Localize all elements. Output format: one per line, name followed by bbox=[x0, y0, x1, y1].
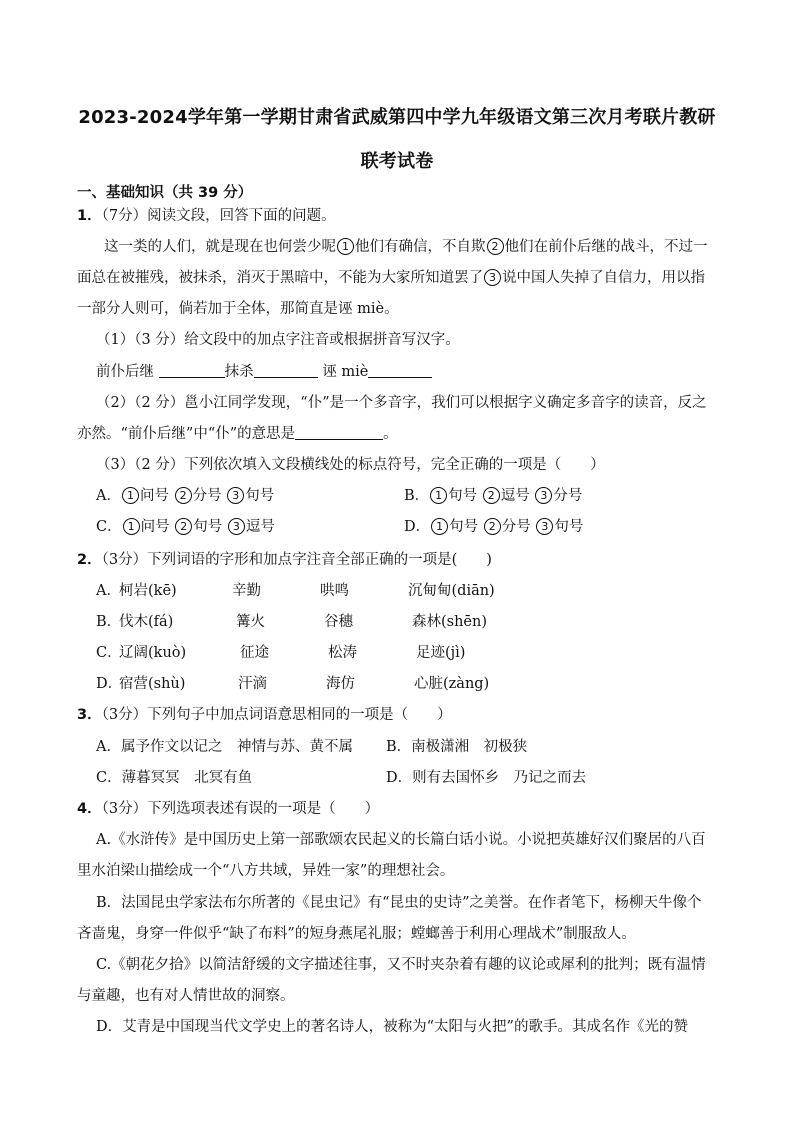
option-word: 宿营(shù) bbox=[119, 676, 186, 692]
circled-number: 3 bbox=[227, 487, 244, 504]
option-word: 征途 bbox=[240, 645, 269, 661]
passage-line-2 bbox=[77, 268, 705, 288]
option-C-line1[interactable]: C.《朝花夕拾》以简洁舒缓的文字描述往事，又不时夹杂着有趣的议论或犀利的批判；既有温情 bbox=[96, 957, 706, 973]
passage-text: 这一类的人们，就是现在也何尝少呢 bbox=[104, 239, 336, 255]
circled-number: 2 bbox=[175, 518, 192, 535]
option-A-line1[interactable]: A.《水浒传》是中国历史上第一部歌颂农民起义的长篇白话小说。小说把英雄好汉们聚居的八百 bbox=[96, 832, 706, 848]
circled-number: 1 bbox=[430, 487, 447, 504]
question-1-stem bbox=[77, 206, 336, 226]
circled-number: 3 bbox=[484, 269, 501, 286]
passage-text: 说中国人失掉了自信力，用以指 bbox=[502, 270, 705, 286]
option-word: 辽阔(kuò) bbox=[119, 645, 187, 661]
option-label[interactable]: D． bbox=[96, 676, 123, 692]
option-word: 谷穗 bbox=[324, 614, 353, 630]
circled-number: 1 bbox=[122, 487, 139, 504]
option-text: 问号 bbox=[139, 488, 169, 504]
question-text: （7分）阅读文段，回答下面的问题。 bbox=[101, 208, 336, 224]
question-number: 2． bbox=[77, 552, 102, 568]
option-A[interactable] bbox=[96, 486, 274, 506]
option-text: 分号 bbox=[553, 488, 583, 504]
subquestion-2-line2 bbox=[77, 424, 398, 444]
option-B-line2: 吝啬鬼，身穿一件似乎“缺了布料”的短身燕尾礼服；螳螂善于利用心理战术”制服敌人。 bbox=[77, 926, 636, 942]
option-D[interactable]: D．则有去国怀乡 乃记之而去 bbox=[386, 770, 587, 786]
circled-number: 1 bbox=[123, 518, 140, 535]
option-word: 足迹(jì) bbox=[416, 645, 466, 661]
circled-number: 2 bbox=[175, 487, 192, 504]
option-text: 句号 bbox=[449, 519, 479, 535]
option-text: 问号 bbox=[140, 519, 170, 535]
question-3-stem bbox=[77, 705, 452, 725]
passage-text: 他们在前仆后继的战斗，不过一 bbox=[504, 239, 708, 255]
option-C[interactable] bbox=[96, 517, 275, 537]
option-word: 伐木(fá) bbox=[119, 614, 174, 630]
option-text: 分号 bbox=[192, 488, 222, 504]
option-text: 逗号 bbox=[245, 519, 275, 535]
question-number: 3． bbox=[77, 707, 102, 723]
option-text: 逗号 bbox=[500, 488, 530, 504]
circled-number: 2 bbox=[487, 238, 504, 255]
subquestion-1-blanks bbox=[96, 362, 432, 382]
option-A[interactable]: A．属予作文以记之 神情与苏、黄不属 bbox=[96, 739, 353, 755]
option-B[interactable]: B．南极潇湘 初极狭 bbox=[386, 739, 528, 755]
option-label: D． bbox=[404, 519, 431, 535]
answer-blank[interactable] bbox=[159, 363, 225, 378]
option-text: 句号 bbox=[193, 519, 223, 535]
passage-line-3: 一部分人则可，倘若加于全体，那简直是诬 miè。 bbox=[77, 301, 399, 317]
answer-blank[interactable] bbox=[254, 363, 318, 378]
option-text: 句号 bbox=[245, 488, 275, 504]
answer-blank[interactable] bbox=[368, 363, 432, 378]
option-B[interactable] bbox=[404, 486, 582, 506]
circled-number: 1 bbox=[337, 238, 354, 255]
section-heading: 一、基础知识（共 39 分） bbox=[77, 185, 253, 201]
option-C[interactable]: C．薄暮冥冥 北冥有鱼 bbox=[96, 770, 253, 786]
punctuation: 。 bbox=[383, 426, 398, 442]
passage-text: 面总在被摧残，被抹杀，消灭于黑暗中，不能为大家所知道罢了 bbox=[77, 270, 483, 286]
option-label: A． bbox=[96, 488, 121, 504]
option-text: 句号 bbox=[554, 519, 584, 535]
passage-line-1 bbox=[104, 237, 708, 257]
option-A-line2: 里水泊梁山描绘成一个“八方共域，异姓一家”的理想社会。 bbox=[77, 863, 455, 879]
word: 诬 miè bbox=[322, 364, 369, 380]
question-number: 1． bbox=[77, 208, 102, 224]
question-text: （3分）下列句子中加点词语意思相同的一项是（ ） bbox=[101, 707, 452, 723]
option-word: 辛勤 bbox=[232, 583, 261, 599]
circled-number: 1 bbox=[431, 518, 448, 535]
subquestion-2-line1: （2）（2 分）邕小江同学发现，“仆”是一个多音字，我们可以根据字义确定多音字的读音，反之 bbox=[96, 395, 707, 411]
option-label[interactable]: A． bbox=[96, 583, 121, 599]
subquestion-1-stem: （1）（3 分）给文段中的加点字注音或根据拼音写汉字。 bbox=[96, 332, 460, 348]
option-word: 松涛 bbox=[328, 645, 357, 661]
exam-title-line1: 2023-2024学年第一学期甘肃省武威第四中学九年级语文第三次月考联片教研 bbox=[78, 107, 716, 128]
option-word: 沉甸甸(diān) bbox=[408, 583, 495, 599]
subquestion-3-stem: （3）（2 分）下列依次填入文段横线处的标点符号，完全正确的一项是（ ） bbox=[96, 457, 605, 473]
question-2-stem bbox=[77, 550, 492, 570]
option-text: 分号 bbox=[501, 519, 531, 535]
option-D[interactable] bbox=[404, 517, 583, 537]
circled-number: 3 bbox=[535, 487, 552, 504]
word: 前仆后继 bbox=[96, 364, 154, 380]
question-text: 亦然。“前仆后继”中“仆”的意思是 bbox=[77, 426, 296, 442]
option-word: 汗滴 bbox=[238, 676, 267, 692]
circled-number: 2 bbox=[483, 487, 500, 504]
answer-blank[interactable] bbox=[295, 425, 383, 440]
option-word: 柯岩(kē) bbox=[119, 583, 177, 599]
question-number: 4． bbox=[77, 801, 102, 817]
option-B-line1[interactable]: B．法国昆虫学家法布尔所著的《昆虫记》有“昆虫的史诗”之美誉。在作者笔下，杨柳天牛像个 bbox=[96, 895, 702, 911]
option-word: 海仿 bbox=[326, 676, 355, 692]
exam-title-line2: 联考试卷 bbox=[360, 151, 434, 172]
passage-text: 他们有确信，不自欺 bbox=[355, 239, 486, 255]
option-label: C． bbox=[96, 519, 122, 535]
option-word: 哄鸣 bbox=[320, 583, 349, 599]
option-word: 森林(shēn) bbox=[412, 614, 488, 630]
option-label[interactable]: B． bbox=[96, 614, 122, 630]
word: 抹杀 bbox=[224, 364, 254, 380]
question-text: （3分）下列选项表述有误的一项是（ ） bbox=[101, 801, 380, 817]
question-4-stem bbox=[77, 799, 379, 819]
option-word: 篝火 bbox=[236, 614, 265, 630]
option-label: B． bbox=[404, 488, 430, 504]
question-text: （3分）下列词语的字形和加点字注音全部正确的一项是( ) bbox=[101, 552, 492, 568]
option-C-line2: 与童趣，也有对人情世故的洞察。 bbox=[77, 988, 295, 1004]
circled-number: 3 bbox=[228, 518, 245, 535]
circled-number: 2 bbox=[484, 518, 501, 535]
option-D-line1[interactable]: D．艾青是中国现当代文学史上的著名诗人，被称为“太阳与火把”的歌手。其成名作《光的赞 bbox=[96, 1019, 688, 1035]
option-word: 心脏(zàng) bbox=[414, 676, 490, 692]
option-text: 句号 bbox=[448, 488, 478, 504]
option-label[interactable]: C． bbox=[96, 645, 122, 661]
circled-number: 3 bbox=[536, 518, 553, 535]
